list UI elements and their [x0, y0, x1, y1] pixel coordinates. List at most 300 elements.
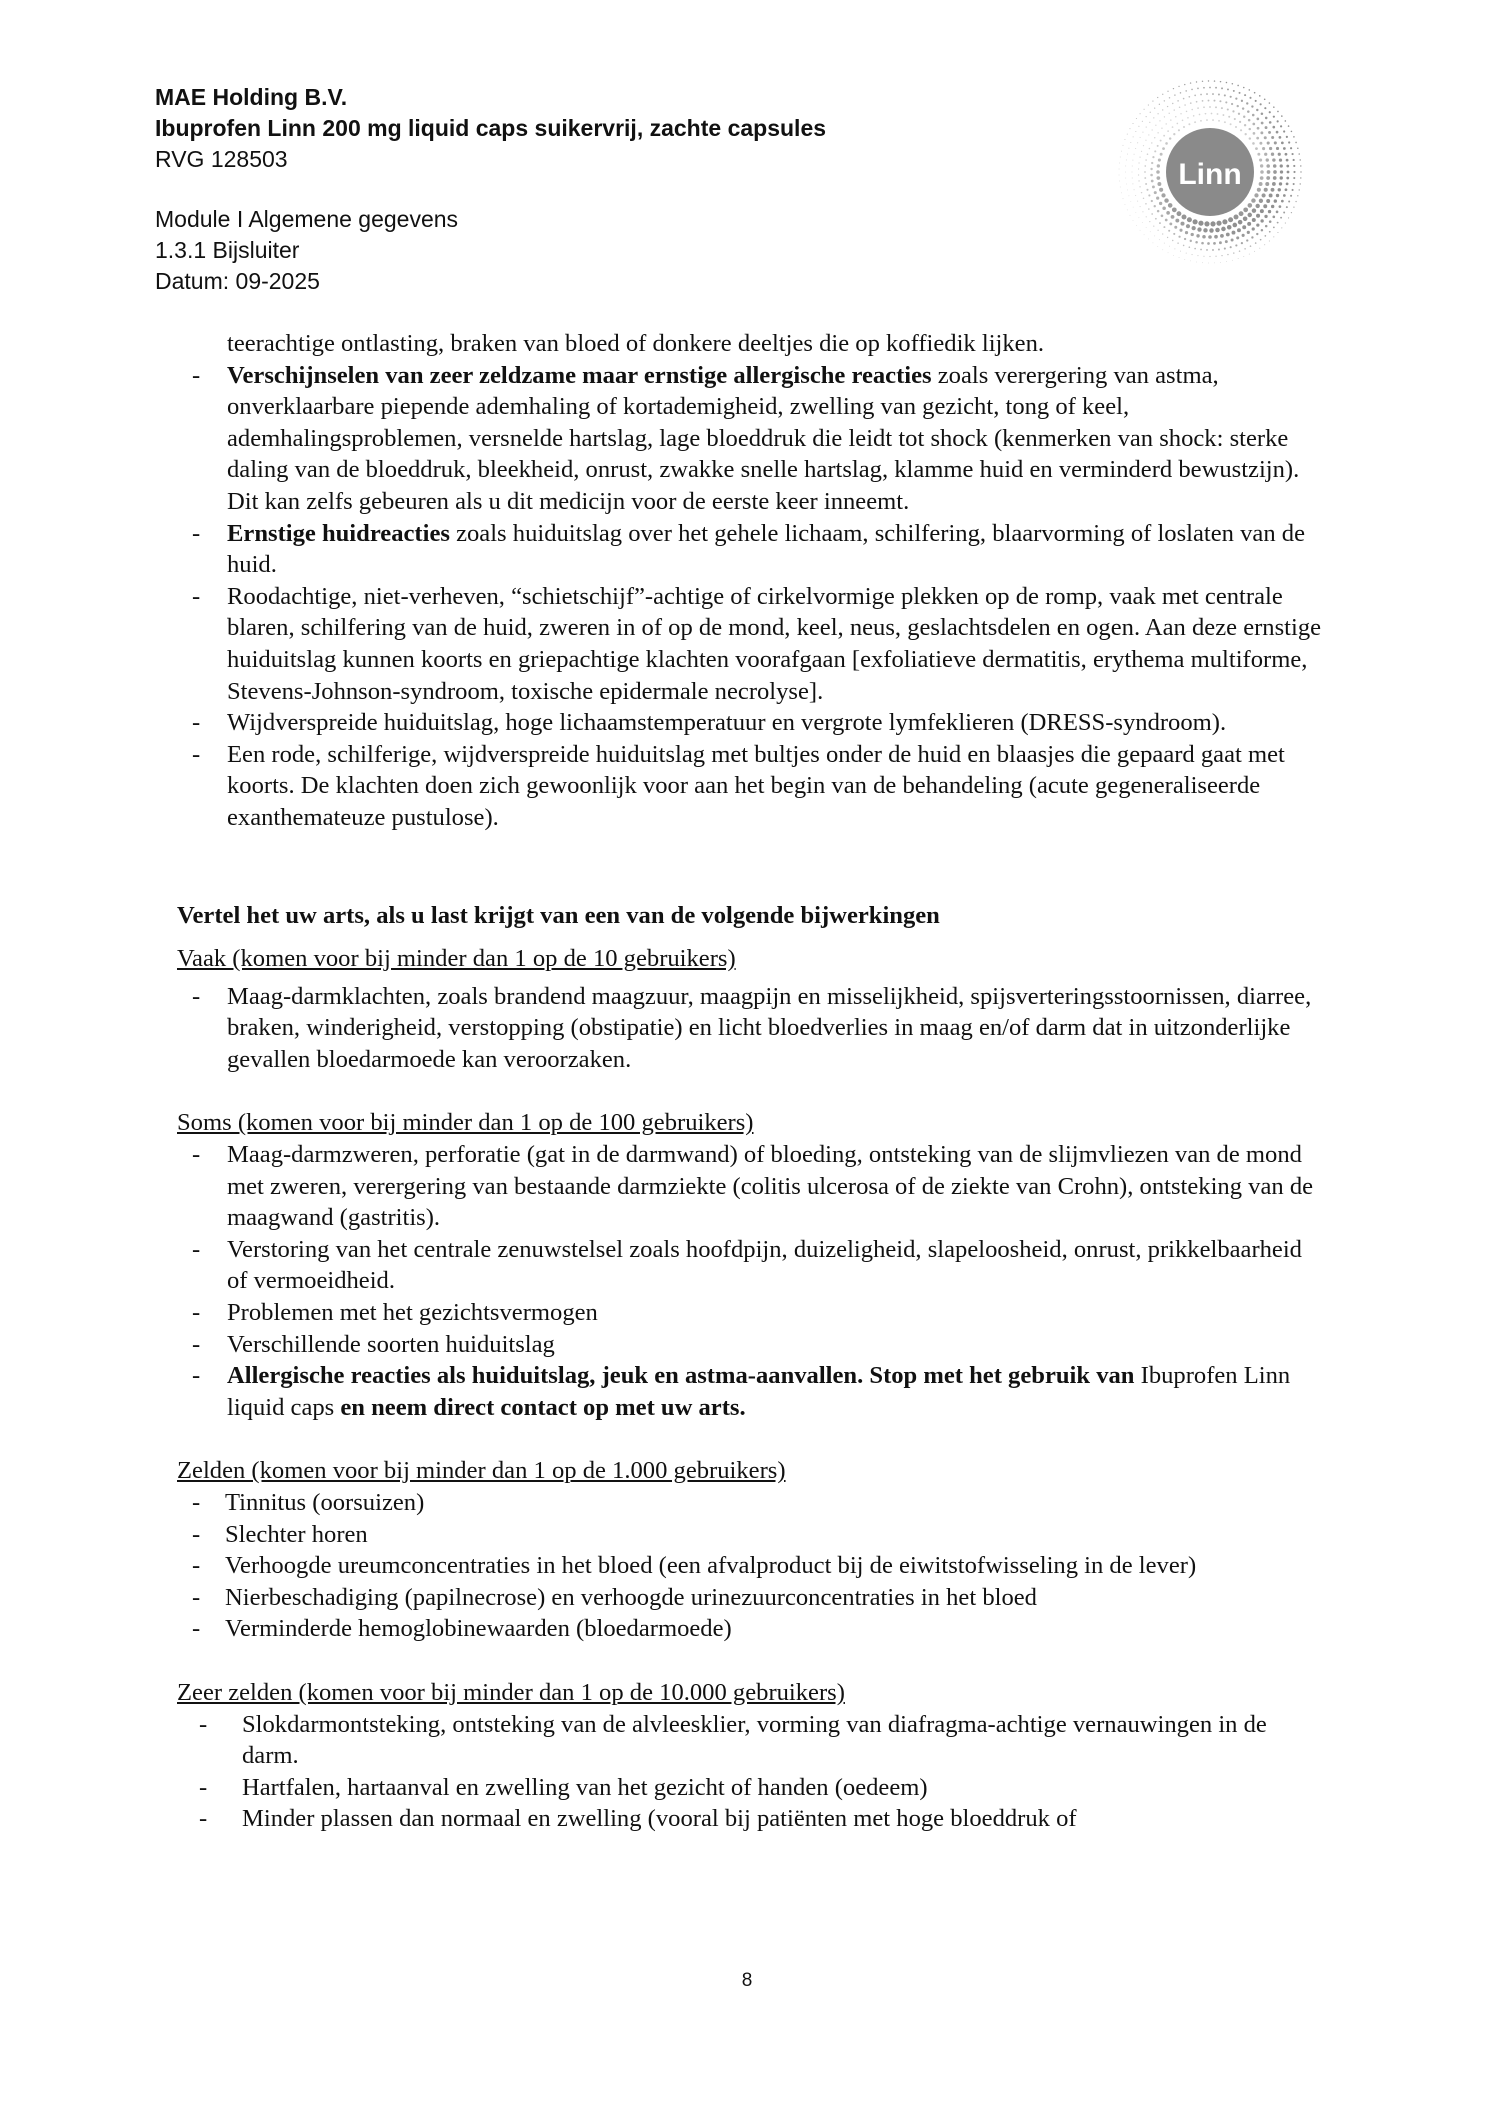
logo-dot [1125, 178, 1126, 179]
logo-dot [1173, 133, 1175, 135]
logo-dot [1293, 177, 1295, 179]
list-item [177, 1329, 1322, 1361]
logo-dot [1192, 226, 1196, 230]
logo-dot [1132, 172, 1133, 173]
logo-dot [1133, 136, 1134, 137]
logo-dot [1215, 256, 1216, 257]
logo-dot [1157, 97, 1158, 98]
logo-dot [1132, 160, 1133, 161]
logo-dot [1251, 198, 1255, 202]
logo-dot [1184, 238, 1186, 240]
logo-dot [1241, 100, 1243, 102]
logo-dot [1149, 122, 1150, 123]
logo-dot [1150, 112, 1151, 113]
logo-dot [1227, 88, 1229, 90]
list-item [177, 1803, 1322, 1835]
list-item [177, 360, 1322, 518]
logo-dot [1202, 81, 1203, 82]
list-item [177, 518, 1322, 581]
logo-dot [1266, 164, 1270, 168]
logo-dot [1272, 182, 1276, 186]
logo-dot [1291, 212, 1292, 213]
logo-dot [1247, 222, 1251, 226]
logo-dot [1222, 114, 1224, 116]
logo-dot [1255, 147, 1258, 150]
logo-dot [1277, 222, 1279, 224]
logo-dot [1182, 120, 1184, 122]
logo-dot [1285, 188, 1288, 191]
logo-dot [1228, 217, 1233, 222]
logo-dot [1253, 132, 1256, 135]
module-name: Module I Algemene gegevens [155, 206, 459, 232]
logo-dot [1265, 182, 1269, 186]
logo-dot [1225, 240, 1228, 243]
logo-dot [1162, 147, 1165, 150]
list-item [177, 1234, 1322, 1297]
logo-dot [1247, 231, 1250, 234]
logo-dot [1265, 117, 1268, 120]
logo-dot [1255, 204, 1259, 208]
logo-dot [1224, 94, 1226, 96]
logo-dot [1192, 254, 1193, 255]
logo-dot [1208, 263, 1209, 264]
logo-dot [1269, 194, 1273, 198]
logo-dot [1286, 136, 1288, 138]
logo-dot [1254, 251, 1255, 252]
logo-dot [1299, 189, 1300, 190]
bullet-dash: - [192, 1583, 201, 1611]
logo-dot [1153, 242, 1154, 243]
logo-dot [1288, 125, 1290, 127]
logo-dot [1237, 228, 1241, 232]
section-name: 1.3.1 Bijsluiter [155, 237, 300, 263]
logo-dot [1157, 176, 1161, 180]
logo-dot [1173, 233, 1175, 235]
logo-dot [1214, 235, 1218, 239]
logo-dot [1167, 237, 1168, 238]
logo-dot [1164, 100, 1165, 101]
logo-dot [1184, 104, 1186, 106]
logo-dot [1172, 240, 1173, 241]
logo-dot [1300, 171, 1301, 172]
logo-dot [1203, 106, 1205, 108]
logo-dot [1254, 193, 1258, 197]
logo-dot [1119, 169, 1120, 170]
logo-dot [1197, 227, 1201, 231]
logo-dot [1252, 208, 1256, 212]
logo-dot [1252, 142, 1255, 145]
logo-dot [1139, 186, 1140, 187]
logo-dot [1159, 222, 1161, 224]
logo-dot [1175, 219, 1179, 223]
logo-dot [1268, 210, 1271, 213]
logo-dot [1252, 227, 1255, 230]
logo-dot [1238, 113, 1240, 115]
logo-dot [1161, 128, 1162, 129]
logo-dot [1280, 217, 1282, 219]
logo-dot [1260, 103, 1262, 105]
bullet-dash: - [192, 1141, 201, 1169]
logo-dot [1125, 166, 1126, 167]
logo-dot [1183, 126, 1185, 128]
logo-dot [1137, 201, 1138, 202]
logo-dot [1119, 181, 1120, 182]
logo-dot [1165, 219, 1168, 222]
bullet-dash: - [192, 1615, 201, 1643]
logo-dot [1297, 195, 1298, 196]
logo-dot [1283, 194, 1286, 197]
logo-dot [1220, 234, 1224, 238]
logo-dot [1227, 108, 1229, 110]
logo-dot [1191, 89, 1193, 91]
logo-dot [1257, 118, 1260, 121]
logo-dot [1200, 120, 1202, 122]
logo-dot [1138, 174, 1139, 175]
logo-dot [1259, 182, 1263, 186]
logo-dot [1142, 121, 1143, 122]
logo-dot [1130, 142, 1131, 143]
logo-dot [1247, 110, 1250, 113]
logo-dot [1288, 141, 1290, 143]
logo-dot [1163, 135, 1165, 137]
logo-dot [1286, 183, 1289, 186]
logo-dot [1136, 118, 1137, 119]
logo-dot [1260, 131, 1263, 134]
logo-dot [1206, 119, 1208, 121]
logo-dot [1226, 82, 1228, 84]
logo-dot [1226, 261, 1227, 262]
logo-dot [1274, 141, 1277, 144]
logo-dot [1152, 156, 1154, 158]
logo-dot [1214, 80, 1215, 81]
logo-dot [1260, 170, 1264, 174]
bullet-dash: - [199, 1773, 208, 1801]
logo-dot [1139, 217, 1140, 218]
logo-dot [1179, 107, 1181, 109]
logo-dot [1206, 249, 1208, 251]
logo-dot [1277, 232, 1278, 233]
logo-dot [1279, 136, 1282, 139]
logo-dot [1280, 170, 1283, 173]
logo-dot [1293, 136, 1295, 138]
logo-dot [1133, 123, 1134, 124]
logo-dot [1157, 132, 1158, 133]
logo-dot [1132, 177, 1133, 178]
logo-dot [1266, 158, 1269, 161]
logo-dot [1297, 147, 1299, 149]
logo-dot [1174, 94, 1175, 95]
logo-dot [1198, 221, 1203, 226]
logo-dot [1145, 140, 1146, 141]
logo-dot [1132, 183, 1133, 184]
logo-dot [1280, 176, 1283, 179]
logo-dot [1218, 249, 1220, 251]
logo-dot [1269, 220, 1272, 223]
logo-dot [1161, 214, 1164, 217]
list-item [177, 1550, 1322, 1582]
logo-dot [1135, 212, 1136, 213]
bullet-dash: - [192, 582, 201, 610]
logo-dot [1272, 216, 1275, 219]
logo-dot [1194, 95, 1196, 97]
logo-dot [1243, 256, 1244, 257]
logo-dot [1248, 203, 1253, 208]
logo-dot [1281, 200, 1284, 203]
logo-dot [1121, 151, 1122, 152]
logo-dot [1244, 94, 1246, 96]
logo-dot [1150, 174, 1153, 177]
logo-dot [1255, 100, 1257, 102]
logo-dot [1233, 90, 1235, 92]
logo-dot [1158, 158, 1161, 161]
logo-dot [1178, 129, 1180, 131]
logo-dot [1235, 97, 1237, 99]
logo-dot [1173, 255, 1174, 256]
logo-dot [1130, 215, 1131, 216]
logo-dot [1279, 182, 1282, 185]
bullet-dash: - [192, 740, 201, 768]
logo-dot [1175, 116, 1176, 117]
logo-dot [1224, 121, 1226, 123]
logo-dot [1134, 189, 1135, 190]
logo-dot [1276, 147, 1279, 150]
logo-dot [1215, 106, 1217, 108]
logo-dot [1215, 228, 1220, 233]
logo-dot [1180, 251, 1181, 252]
logo-dot [1167, 106, 1168, 107]
logo-dot [1201, 242, 1204, 245]
list-item [177, 1772, 1322, 1804]
logo-dot [1249, 97, 1251, 99]
logo-dot [1264, 244, 1265, 245]
logo-dot [1259, 95, 1261, 97]
logo-dot [1144, 177, 1146, 179]
logo-dot [1139, 157, 1140, 158]
logo-dot [1202, 262, 1203, 263]
logo-dot [1300, 177, 1301, 178]
item-text: Wijdverspreide huiduitslag, hoge lichaamstemperatuur en vergrote lymfeklieren (DRESS-syndroom). [227, 709, 1227, 737]
logo-dot [1152, 185, 1155, 188]
logo-dot [1187, 117, 1189, 119]
linn-logo [1110, 72, 1310, 272]
logo-dot [1243, 87, 1245, 89]
logo-dot [1205, 113, 1207, 115]
document-date: Datum: 09-2025 [155, 268, 320, 294]
logo-dot [1271, 188, 1275, 192]
zeer-zelden-list [177, 1709, 1322, 1835]
bullet-dash: - [192, 709, 201, 737]
logo-dot [1209, 256, 1210, 257]
logo-dot [1251, 105, 1253, 107]
list-item [177, 1613, 1322, 1645]
logo-dot [1273, 106, 1275, 108]
logo-dot [1227, 254, 1228, 255]
logo-dot [1163, 226, 1165, 228]
logo-dot [1244, 248, 1245, 249]
logo-dot [1259, 142, 1262, 145]
logo-dot [1215, 87, 1217, 89]
item-text: Roodachtige, niet-verheven, “schietschijf”-achtige of cirkelvormige plekken op de romp, vaak met centrale blaren, schilfering van de huid, zweren in of op de mond, keel, neus, geslachtsdelen en ogen. Aan deze ernstige huiduitslag kunnen koorts en griepachtige klachten voorafgaan [exfoliatieve dermatitis, erythema multiforme, Stevens-Johnson-syndroom, toxische epidermale necrolyse]. [227, 582, 1322, 705]
logo-dot [1291, 131, 1293, 133]
allergy-instruction: en neem direct contact op met uw arts. [340, 1393, 746, 1421]
document-body [177, 328, 1322, 1835]
logo-dot [1195, 241, 1198, 244]
item-text: Tinnitus (oorsuizen) [225, 1489, 425, 1516]
logo-dot [1194, 248, 1196, 250]
logo-dot [1157, 210, 1160, 213]
logo-dot [1267, 141, 1270, 144]
logo-dot [1197, 88, 1199, 90]
logo-dot [1271, 136, 1274, 139]
logo-dot [1261, 122, 1264, 125]
logo-dot [1178, 86, 1179, 87]
logo-dot [1259, 158, 1262, 161]
item-text: Nierbeschadiging (papilnecrose) en verhoogde urinezuurconcentraties in het bloed [225, 1583, 1037, 1611]
logo-dot [1152, 101, 1153, 102]
logo-dot [1242, 107, 1244, 109]
logo-dot [1214, 262, 1215, 263]
logo-dot [1148, 104, 1149, 105]
logo-dot [1162, 207, 1166, 211]
logo-dot [1239, 121, 1241, 123]
logo-dot [1159, 104, 1160, 105]
logo-dot [1261, 113, 1264, 116]
item-text: Slokdarmontsteking, ontsteking van de alvleesklier, vorming van diafragma-achtige vernauwingen in de darm. [242, 1710, 1267, 1770]
list-item [177, 1360, 1322, 1423]
logo-dot [1264, 107, 1266, 109]
logo-dot [1273, 116, 1275, 118]
logo-dot [1264, 136, 1267, 139]
logo-dot [1283, 130, 1285, 132]
logo-dot [1125, 204, 1126, 205]
logo-dot [1153, 225, 1154, 226]
logo-dot [1162, 233, 1163, 234]
list-item [177, 1582, 1322, 1614]
logo-dot [1127, 210, 1128, 211]
logo-dot [1159, 120, 1160, 121]
logo-dot [1271, 153, 1274, 156]
logo-dot [1237, 85, 1239, 87]
logo-dot [1273, 176, 1277, 180]
list-item [177, 581, 1322, 707]
logo-dot [1238, 220, 1243, 225]
logo-dot [1172, 207, 1177, 212]
item-text: zoals verergering van astma, onverklaarbare piepende ademhaling of kortademigheid, zwelling van gezicht, tong of keel, ademhalingsproblemen, versnelde hartslag, lage bloeddruk die leidt tot shock (kenmerken van shock: sterke daling van de bloeddruk, bleekheid, onrust, zwakke snelle hartslag, klamme huid en verminderd bewustzijn). Dit kan zelfs gebeuren als u dit medicijn voor de eerste keer inneemt. [227, 361, 1300, 515]
logo-dot [1191, 233, 1194, 236]
item-text: Slechter horen [225, 1520, 368, 1548]
logo-dot [1144, 234, 1145, 235]
logo-dot [1143, 198, 1144, 199]
soms-list [177, 1139, 1322, 1423]
logo-dot [1268, 131, 1271, 134]
logo-dot [1123, 198, 1124, 199]
logo-dot [1273, 226, 1275, 228]
logo-dot [1213, 242, 1216, 245]
logo-dot [1276, 131, 1279, 134]
continued-text: teerachtige ontlasting, braken van bloed of donkere deeltjes die op koffiedik lijken. [227, 330, 1045, 357]
logo-dot [1180, 222, 1184, 226]
logo-dot [1232, 110, 1234, 112]
logo-dot [1273, 164, 1277, 168]
logo-dot [1177, 100, 1179, 102]
logo-dot [1161, 193, 1165, 197]
logo-dot [1256, 214, 1260, 218]
logo-dot [1160, 140, 1162, 142]
logo-dot [1148, 239, 1149, 240]
document-header [155, 82, 1055, 297]
logo-dot [1159, 188, 1163, 192]
logo-dot [1257, 153, 1260, 156]
logo-dot [1183, 245, 1185, 247]
logo-dot [1261, 229, 1263, 231]
item-text: Verminderde hemoglobinewaarden (bloedarmoede) [225, 1615, 732, 1643]
logo-dot [1249, 128, 1251, 130]
logo-dot [1167, 91, 1168, 92]
logo-dot [1243, 116, 1245, 118]
logo-dot [1148, 208, 1150, 210]
logo-dot [1128, 148, 1129, 149]
bullet-dash: - [192, 361, 201, 389]
logo-dot [1190, 82, 1191, 83]
logo-dot [1154, 150, 1156, 152]
logo-dot [1256, 223, 1259, 226]
logo-dot [1185, 231, 1188, 234]
logo-dot [1230, 96, 1232, 98]
logo-dot [1236, 236, 1239, 239]
logo-dot [1246, 102, 1248, 104]
logo-dot [1256, 137, 1259, 140]
logo-dot [1149, 221, 1150, 222]
logo-dot [1164, 243, 1165, 244]
logo-dot [1293, 207, 1294, 208]
logo-dot [1177, 211, 1182, 216]
bullet-dash: - [192, 1330, 201, 1358]
logo-dot [1212, 249, 1214, 251]
item-text: Problemen met het gezichtsvermogen [227, 1299, 598, 1327]
logo-dot [1138, 126, 1139, 127]
list-item [177, 1487, 1322, 1519]
item-text: Verhoogde ureumconcentraties in het bloed (een afvalproduct bij de eiwitstofwisseling in de lever) [225, 1552, 1197, 1580]
logo-dot [1186, 253, 1187, 254]
page-number: 8 [741, 1970, 753, 1991]
bullet-dash: - [192, 1520, 201, 1548]
logo-dot [1231, 103, 1233, 105]
logo-dot [1203, 256, 1204, 257]
logo-text: Linn [1178, 158, 1242, 191]
logo-dot [1171, 215, 1175, 219]
logo-dot [1172, 103, 1173, 104]
logo-dot [1140, 206, 1141, 207]
logo-dot [1272, 126, 1275, 129]
logo-dot [1146, 127, 1147, 128]
logo-dot [1155, 218, 1157, 220]
logo-dot [1300, 183, 1301, 184]
logo-dot [1157, 145, 1159, 147]
logo-dot [1126, 160, 1127, 161]
frequency-heading-zelden: Zelden (komen voor bij minder dan 1 op de 1.000 gebruikers) [177, 1457, 786, 1485]
logo-dot [1251, 236, 1253, 238]
logo-dot [1154, 108, 1155, 109]
logo-dot [1174, 109, 1175, 110]
logo-dot [1127, 134, 1128, 135]
logo-dot [1235, 126, 1237, 128]
logo-dot [1180, 92, 1182, 94]
logo-dot [1164, 116, 1165, 117]
logo-dot [1257, 188, 1261, 192]
logo-dot [1203, 87, 1205, 89]
logo-dot [1200, 94, 1202, 96]
logo-dot [1227, 225, 1232, 230]
